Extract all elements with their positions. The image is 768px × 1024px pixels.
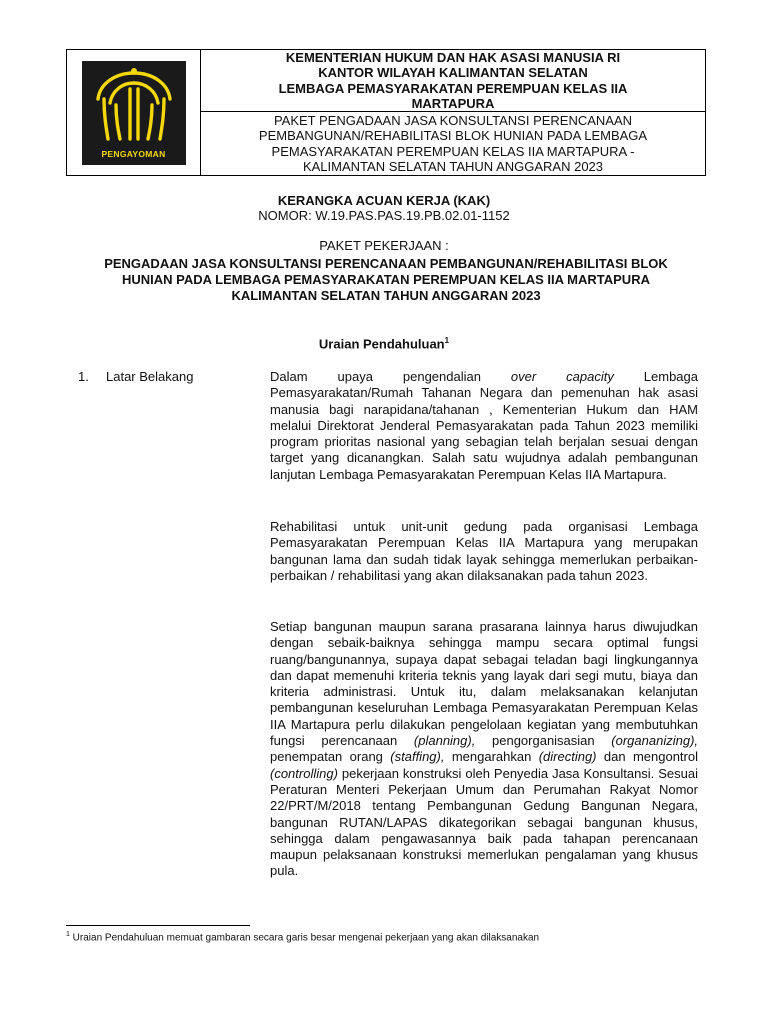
institution-line: MARTAPURA [411, 96, 495, 111]
package-line: KALIMANTAN SELATAN TAHUN ANGGARAN 2023 [302, 159, 604, 174]
footnote-marker: 1 [66, 931, 70, 938]
text-span: Setiap bangunan maupun sarana prasarana lainnya harus diwujudkan dengan sebaik-baiknya sehingga mampu secara optimal fungsi ruang/bangunannya, supaya dapat sebagai teladan bagi lingkungannya dan dapat memenuhi kriteria teknis yang layak dari segi mutu, biaya dan kriteria administrasi. Untuk itu, dalam melaksanakan kelanjutan pembangunan keseluruhan Lembaga Pemasyarakatan Perempuan Kelas IIA Martapura perlu dilakukan pengelolaan kegiatan yang membutuhkan fungsi perencanaan [270, 619, 698, 749]
italic-term: (staffing), [390, 749, 445, 765]
document-title [66, 256, 706, 304]
paragraph-3 [270, 619, 698, 880]
text-span: pengorganisasian [475, 733, 612, 749]
paragraph-2: Rehabilitasi untuk unit-unit gedung pada organisasi Lembaga Pemasyarakatan Perempuan Kelas IIA Martapura yang merupakan bangunan lama dan sudah tidak layak sehingga memerlukan perbaikan-perbaikan / rehabilitasi yang akan dilaksanakan pada tahun 2023. [270, 519, 698, 583]
footnote [66, 931, 539, 943]
text-span: dan mengontrol [596, 749, 698, 765]
logo-text: PENGAYOMAN [101, 148, 166, 159]
document-number: NOMOR: W.19.PAS.PAS.19.PB.02.01-1152 [258, 208, 510, 223]
kak-title: KERANGKA ACUAN KERJA (KAK) [277, 193, 491, 208]
footnote-divider [66, 925, 250, 926]
package-line: PEMASYARAKATAN PEREMPUAN KELAS IIA MARTAPURA - [271, 143, 635, 159]
item-number: 1. [78, 369, 89, 384]
package-line: PAKET PENGADAAN JASA KONSULTANSI PERENCANAAN [273, 112, 633, 128]
paragraph-1 [270, 369, 698, 483]
italic-term: (controlling) [270, 765, 338, 781]
institution-line: KANTOR WILAYAH KALIMANTAN SELATAN [318, 65, 588, 80]
footnote-text: Uraian Pendahuluan memuat gambaran secara garis besar mengenai pekerjaan yang akan dilaksanakan [69, 932, 540, 944]
package-label: PAKET PEKERJAAN : [319, 238, 449, 253]
letterhead-text-cell [201, 50, 705, 175]
institution-line: LEMBAGA PEMASYARAKATAN PEREMPUAN KELAS IIA [278, 80, 628, 96]
italic-term: (planning), [413, 733, 476, 749]
package-block [201, 112, 705, 175]
pengayoman-logo [82, 61, 186, 165]
italic-term: (organanizing), [611, 733, 699, 749]
section-heading [0, 336, 768, 351]
text-span: penempatan orang [270, 749, 391, 765]
logo-cell [67, 50, 201, 175]
title-line: KALIMANTAN SELATAN TAHUN ANGGARAN 2023 [231, 288, 541, 303]
institution-block [201, 50, 705, 112]
letterhead-table [66, 49, 706, 176]
text-span: Dalam upaya pengendalian [270, 369, 511, 384]
title-line: HUNIAN PADA LEMBAGA PEMASYARAKATAN PEREMPUAN KELAS IIA MARTAPURA [122, 272, 650, 287]
footnote-ref[interactable]: 1 [444, 336, 450, 345]
banyan-tree-icon [86, 65, 182, 145]
package-line: PEMBANGUNAN/REHABILITASI BLOK HUNIAN PADA LEMBAGA [258, 128, 648, 143]
italic-term: over capacity [510, 369, 614, 384]
institution-line: KEMENTERIAN HUKUM DAN HAK ASASI MANUSIA RI [285, 49, 621, 65]
item-label: Latar Belakang [106, 369, 194, 384]
text-span: Lembaga Pemasyarakatan/Rumah Tahanan Negara dan pemenuhan hak asasi manusia bagi narapidana/tahanan , Kementerian Hukum dan HAM melalui Direktorat Jenderal Pemasyarakatan pada Tahun 2023 memiliki program prioritas nasional yang sebagian telah berjalan sesuai dengan target yang dicanangkan. Salah satu wujudnya adalah pembangunan lanjutan Lembaga Pemasyarakatan Perempuan Kelas IIA Martapura. [270, 369, 698, 482]
title-line: PENGADAAN JASA KONSULTANSI PERENCANAAN PEMBANGUNAN/REHABILITASI BLOK [104, 256, 668, 271]
text-span: mengarahkan [444, 749, 539, 765]
italic-term: (directing) [538, 749, 597, 765]
section-heading-text: Uraian Pendahuluan [318, 336, 445, 352]
text-span: pekerjaan konstruksi oleh Penyedia Jasa Konsultansi. Sesuai Peraturan Menteri Pekerjaan Umum dan Perumahan Rakyat Nomor 22/PRT/M/2018 tentang Pembangunan Gedung Bangunan Negara, bangunan RUTAN/LAPAS dikategorikan sebagai bangunan khusus, sehingga dalam pengawasannya baik pada tahapan perencanaan maupun pelaksanaan konstruksi memerlukan pengalaman yang khusus pula. [270, 765, 698, 879]
